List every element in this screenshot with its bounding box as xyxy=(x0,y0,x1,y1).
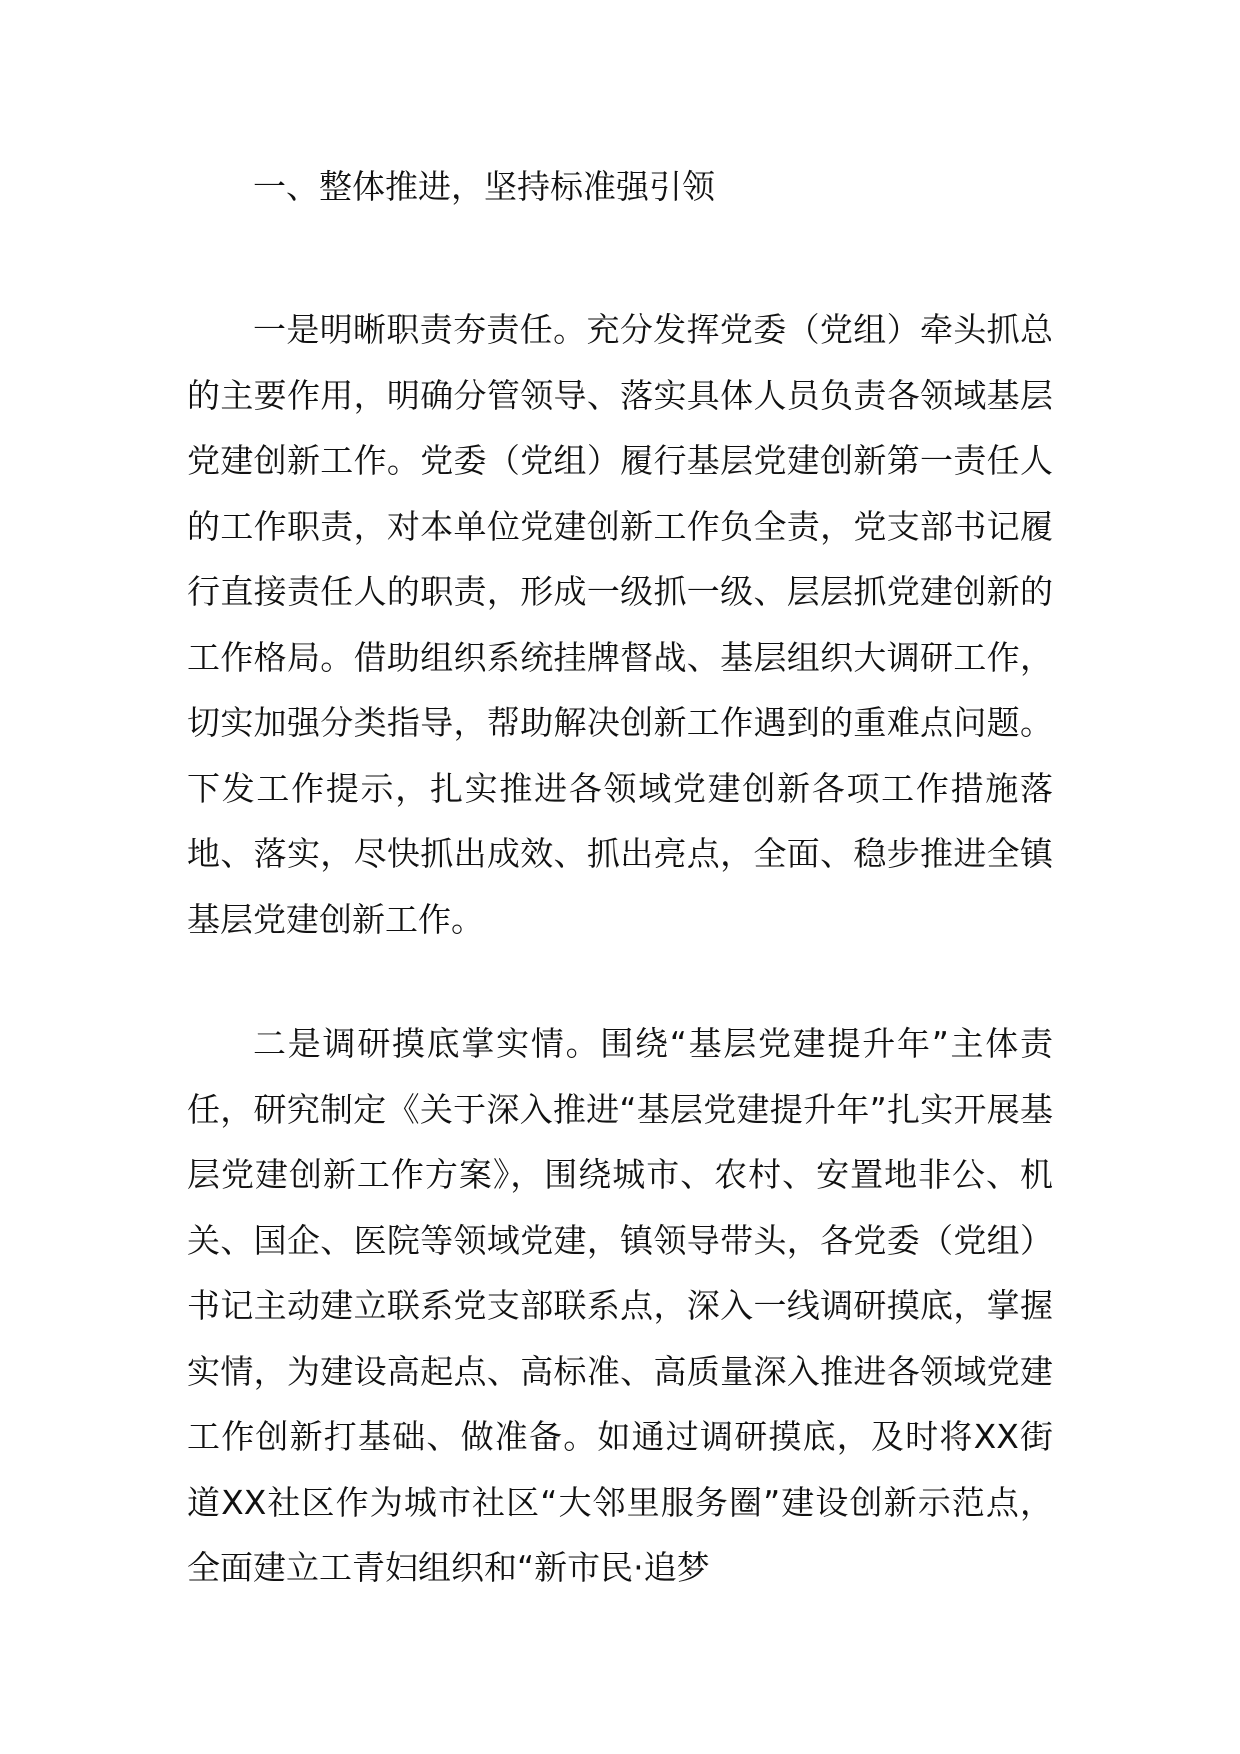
paragraph-responsibility: 一是明晰职责夯责任。充分发挥党委（党组）牵头抓总的主要作用，明确分管领导、落实具体人员负责各领域基层党建创新工作。党委（党组）履行基层党建创新第一责任人的工作职责，对本单位党建创新工作负全责，党支部书记履行直接责任人的职责，形成一级抓一级、层层抓党建创新的工作格局。借助组织系统挂牌督战、基层组织大调研工作，切实加强分类指导，帮助解决创新工作遇到的重难点问题。下发工作提示，扎实推进各领域党建创新各项工作措施落地、落实，尽快抓出成效、抓出亮点，全面、稳步推进全镇基层党建创新工作。 xyxy=(187,310,1053,939)
paragraph-research: 二是调研摸底掌实情。围绕“基层党建提升年”主体责任，研究制定《关于深入推进“基层党建提升年”扎实开展基层党建创新工作方案》，围绕城市、农村、安置地非公、机关、国企、医院等领域党建，镇领导带头，各党委（党组）书记主动建立联系党支部联系点，深入一线调研摸底，掌握实情，为建设高起点、高标准、高质量深入推进各领域党建工作创新打基础、做准备。如通过调研摸底，及时将XX街道XX社区作为城市社区“大邻里服务圈”建设创新示范点，全面建立工青妇组织和“新市民·追梦 xyxy=(187,1024,1053,1587)
section-heading: 一、整体推进，坚持标准强引领 xyxy=(253,167,715,206)
